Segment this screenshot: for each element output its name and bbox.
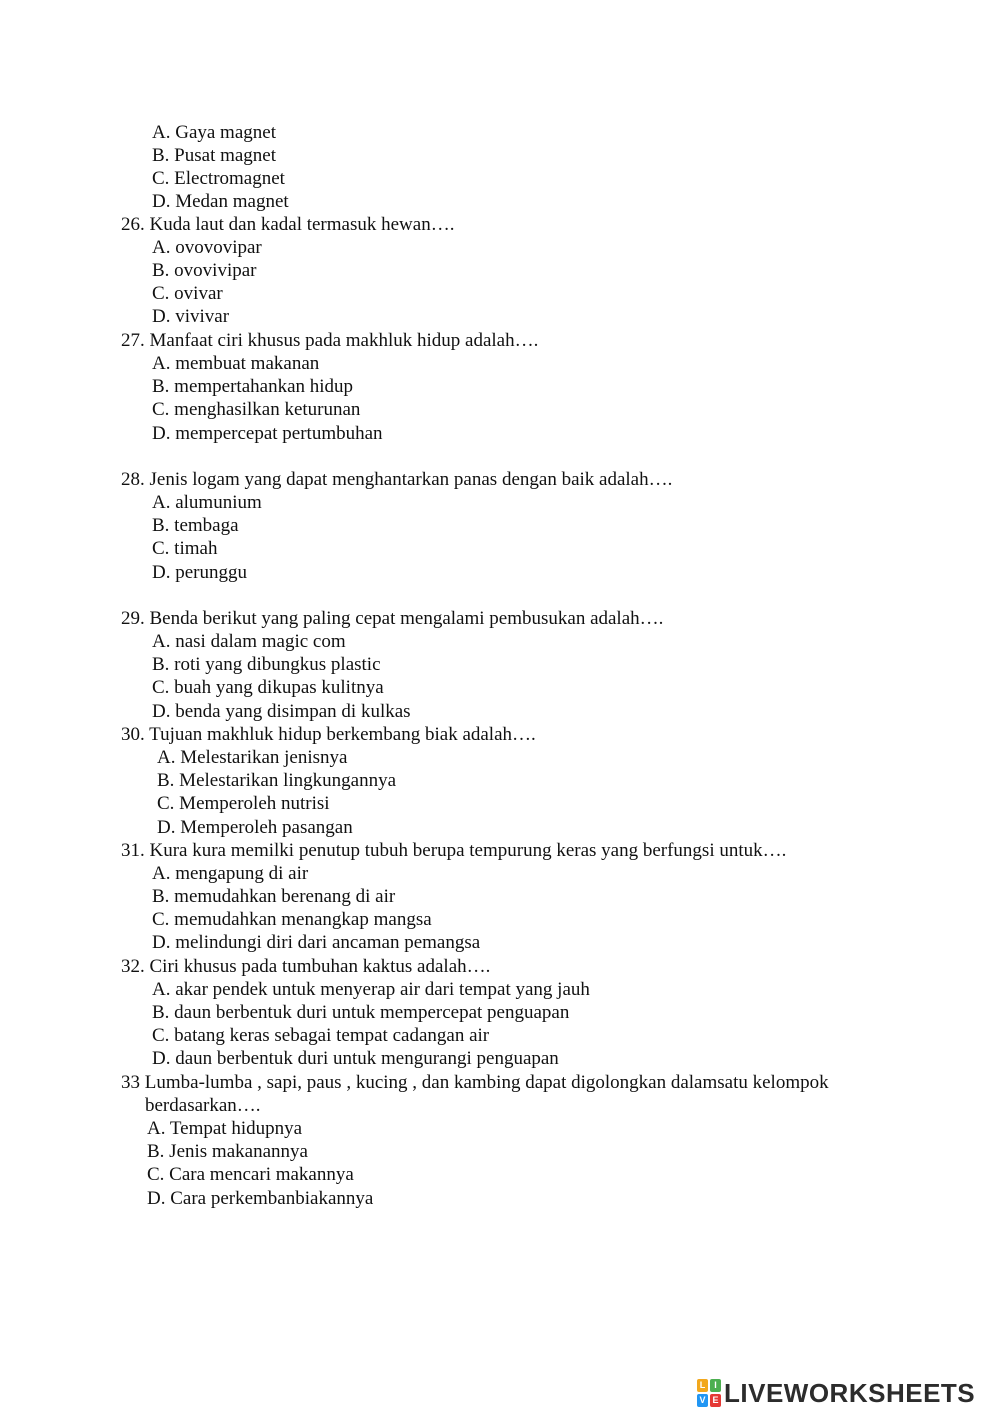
question-30: 30. Tujuan makhluk hidup berkembang biak adalah…. xyxy=(121,724,536,745)
q29-option-d: D. benda yang disimpan di kulkas xyxy=(152,701,411,722)
q32-option-b: B. daun berbentuk duri untuk mempercepat penguapan xyxy=(152,1002,570,1023)
question-33-continued: berdasarkan…. xyxy=(145,1095,261,1116)
q30-option-d: D. Memperoleh pasangan xyxy=(157,817,353,838)
q28-option-a: A. alumunium xyxy=(152,492,262,513)
q27-option-a: A. membuat makanan xyxy=(152,353,320,374)
question-31: 31. Kura kura memilki penutup tubuh berupa tempurung keras yang berfungsi untuk…. xyxy=(121,840,787,861)
q25-option-b: B. Pusat magnet xyxy=(152,145,277,166)
q25-option-d: D. Medan magnet xyxy=(152,191,289,212)
q30-option-c: C. Memperoleh nutrisi xyxy=(157,793,330,814)
q31-option-d: D. melindungi diri dari ancaman pemangsa xyxy=(152,932,481,953)
q31-option-a: A. mengapung di air xyxy=(152,863,309,884)
q26-option-c: C. ovivar xyxy=(152,283,223,304)
q32-option-d: D. daun berbentuk duri untuk mengurangi penguapan xyxy=(152,1048,559,1069)
q32-option-a: A. akar pendek untuk menyerap air dari tempat yang jauh xyxy=(152,979,590,1000)
q33-option-b: B. Jenis makanannya xyxy=(147,1141,308,1162)
q29-option-b: B. roti yang dibungkus plastic xyxy=(152,654,381,675)
question-28: 28. Jenis logam yang dapat menghantarkan panas dengan baik adalah…. xyxy=(121,469,673,490)
liveworksheets-mark-icon: L I V E xyxy=(697,1379,721,1407)
q27-option-c: C. menghasilkan keturunan xyxy=(152,399,361,420)
question-29: 29. Benda berikut yang paling cepat mengalami pembusukan adalah…. xyxy=(121,608,664,629)
q26-option-d: D. vivivar xyxy=(152,306,230,327)
q33-option-d: D. Cara perkembanbiakannya xyxy=(147,1188,374,1209)
q25-option-a: A. Gaya magnet xyxy=(152,122,276,143)
question-32: 32. Ciri khusus pada tumbuhan kaktus adalah…. xyxy=(121,956,491,977)
q29-option-a: A. nasi dalam magic com xyxy=(152,631,346,652)
q31-option-c: C. memudahkan menangkap mangsa xyxy=(152,909,432,930)
q31-option-b: B. memudahkan berenang di air xyxy=(152,886,396,907)
liveworksheets-logo-text: LIVEWORKSHEETS xyxy=(724,1378,976,1408)
q28-option-c: C. timah xyxy=(152,538,218,559)
q26-option-a: A. ovovovipar xyxy=(152,237,262,258)
liveworksheets-logo[interactable] xyxy=(697,1378,975,1408)
q29-option-c: C. buah yang dikupas kulitnya xyxy=(152,677,384,698)
q30-option-b: B. Melestarikan lingkungannya xyxy=(157,770,397,791)
q32-option-c: C. batang keras sebagai tempat cadangan air xyxy=(152,1025,490,1046)
q33-option-a: A. Tempat hidupnya xyxy=(147,1118,303,1139)
question-26: 26. Kuda laut dan kadal termasuk hewan…. xyxy=(121,214,455,235)
q28-option-d: D. perunggu xyxy=(152,562,247,583)
question-33: 33 Lumba-lumba , sapi, paus , kucing , dan kambing dapat digolongkan dalamsatu kelompok xyxy=(121,1072,829,1093)
q27-option-b: B. mempertahankan hidup xyxy=(152,376,354,397)
q25-option-c: C. Electromagnet xyxy=(152,168,285,189)
question-27: 27. Manfaat ciri khusus pada makhluk hidup adalah…. xyxy=(121,330,539,351)
q27-option-d: D. mempercepat pertumbuhan xyxy=(152,423,383,444)
q28-option-b: B. tembaga xyxy=(152,515,239,536)
q26-option-b: B. ovovivipar xyxy=(152,260,257,281)
q30-option-a: A. Melestarikan jenisnya xyxy=(157,747,348,768)
q33-option-c: C. Cara mencari makannya xyxy=(147,1164,354,1185)
